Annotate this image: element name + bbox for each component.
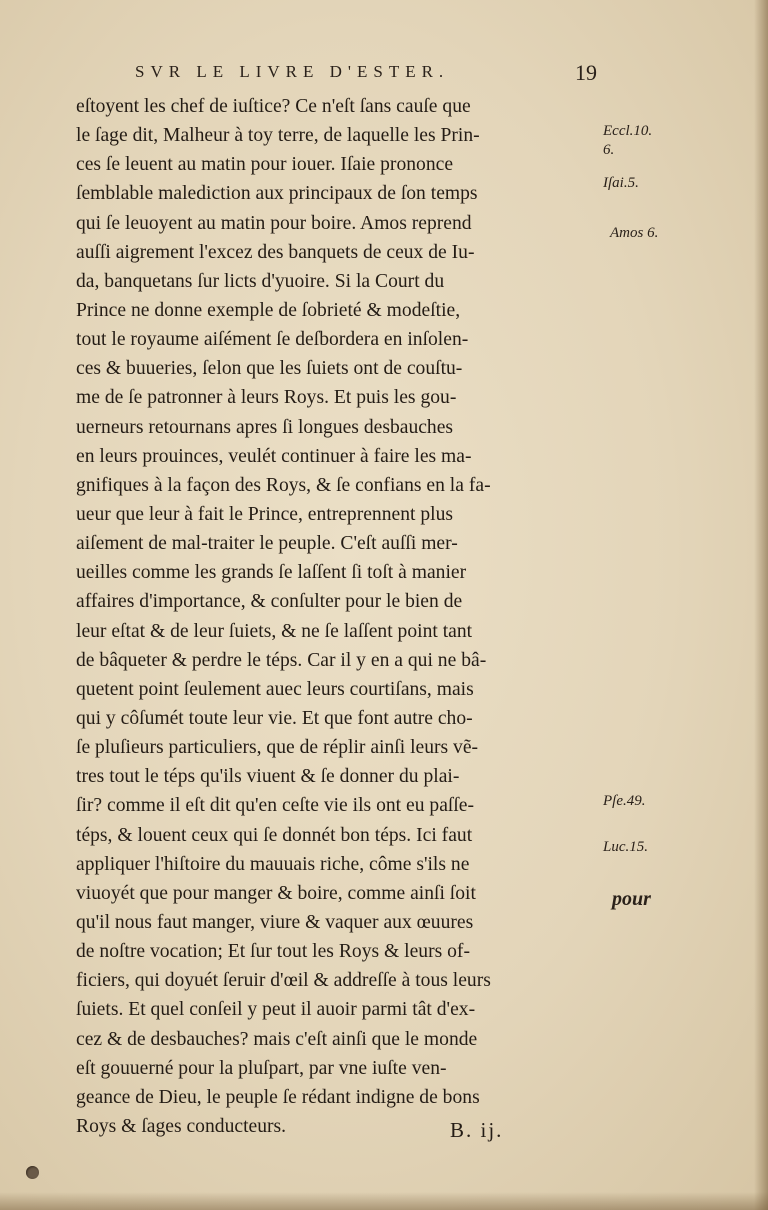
text-line: cez & de desbauches? mais c'eſt ainſi que le monde <box>76 1028 478 1050</box>
text-line: de bâqueter & perdre le téps. Car il y en a qui ne bâ- <box>76 649 487 671</box>
text-line: quetent point ſeulement auec leurs courtiſans, mais <box>76 678 474 700</box>
catchword: pour <box>612 888 651 910</box>
text-line: viuoyét que pour manger & boire, comme ainſi ſoit <box>76 882 476 904</box>
text-line: ficiers, qui doyuét ſeruir d'œil & addreſſe à tous leurs <box>76 970 491 992</box>
text-line: da, banquetans ſur licts d'yuoire. Si la Court du <box>76 270 445 292</box>
page-number: 19 <box>575 60 597 85</box>
text-line: aiſement de mal-traiter le peuple. C'eſt auſſi mer- <box>76 533 458 555</box>
margin-note-isai: Iſai.5. <box>603 175 639 191</box>
text-line: ſir? comme il eſt dit qu'en ceſte vie ils ont eu paſſe- <box>76 795 474 817</box>
text-line: eſtoyent les chef de iuſtice? Ce n'eſt ſans cauſe que <box>76 96 471 117</box>
text-line: leur eſtat & de leur ſuiets, & ne ſe laſſent point tant <box>76 620 473 642</box>
text-line: ces ſe leuent au matin pour iouer. Iſaie prononce <box>76 154 454 176</box>
text-line: geance de Dieu, le peuple ſe rédant indigne de bons <box>76 1086 480 1108</box>
text-line: qu'il nous faut manger, viure & vaquer aux œuures <box>76 911 474 933</box>
page-edge-shadow <box>754 0 768 1210</box>
running-title: SVR LE LIVRE D'ESTER. <box>135 62 450 81</box>
text-line: ſe pluſieurs particuliers, que de réplir ainſi leurs vẽ- <box>76 737 479 759</box>
margin-note-eccl: Eccl.10. <box>603 123 653 139</box>
text-line: qui ſe leuoyent au matin pour boire. Amos reprend <box>76 212 472 234</box>
text-line: tout le royaume aiſément ſe deſbordera en inſolen- <box>76 329 469 351</box>
page-bottom-shadow <box>0 1192 768 1210</box>
text-line: ſemblable malediction aux principaux de ſon temps <box>76 183 478 205</box>
text-line: en leurs prouinces, veulét continuer à faire les ma- <box>76 445 472 467</box>
text-line: tres tout le téps qu'ils viuent & ſe donner du plai- <box>76 766 460 788</box>
text-line: Prince ne donne exemple de ſobrieté & modeſtie, <box>76 299 461 321</box>
text-line: gnifiques à la façon des Roys, & ſe confians en la fa- <box>76 474 491 496</box>
text-line: ces & buueries, ſelon que les ſuiets ont de couſtu- <box>76 358 463 380</box>
text-line: auſſi aigrement l'excez des banquets de ceux de Iu- <box>76 241 475 263</box>
margin-note-luc: Luc.15. <box>603 839 648 855</box>
text-line: Roys & ſages conducteurs. <box>76 1115 287 1137</box>
text-line: uerneurs retournans apres ſi longues desbauches <box>76 416 454 438</box>
body-text <box>76 92 616 1141</box>
text-line: le ſage dit, Malheur à toy terre, de laquelle les Prin- <box>76 125 480 147</box>
signature-mark: B. ij. <box>450 1118 504 1142</box>
text-line: me de ſe patronner à leurs Roys. Et puis les gou- <box>76 387 457 409</box>
text-line: qui y côſumét toute leur vie. Et que font autre cho- <box>76 707 473 729</box>
margin-note-eccl-verse: 6. <box>603 142 615 158</box>
text-line: ſuiets. Et quel conſeil y peut il auoir parmi tât d'ex- <box>76 999 476 1021</box>
page-hole <box>26 1166 39 1179</box>
text-line: de noſtre vocation; Et ſur tout les Roys & leurs of- <box>76 941 470 963</box>
text-line: ueur que leur à fait le Prince, entreprennent plus <box>76 503 454 525</box>
text-line: ueilles comme les grands ſe laſſent ſi toſt à manier <box>76 562 467 584</box>
page-header <box>135 60 605 88</box>
text-line: affaires d'importance, & conſulter pour le bien de <box>76 591 463 613</box>
text-line: appliquer l'hiſtoire du mauuais riche, côme s'ils ne <box>76 853 470 875</box>
margin-note-psal: Pſe.49. <box>603 793 646 809</box>
margin-note-amos: Amos 6. <box>610 225 659 241</box>
text-line: eſt gouuerné pour la pluſpart, par vne iuſte ven- <box>76 1057 447 1079</box>
text-line: téps, & louent ceux qui ſe donnét bon téps. Ici faut <box>76 824 473 846</box>
